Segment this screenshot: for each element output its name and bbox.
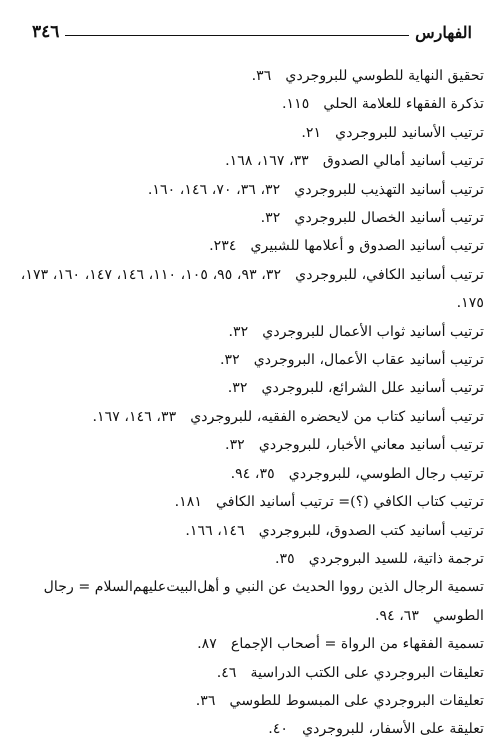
section-title: الفهارس <box>415 23 472 42</box>
entry-pages: ٣٣، ١٤٦، ١٦٧. <box>92 408 177 425</box>
page-number: ٣٤٦ <box>32 22 60 42</box>
entry-title: ترتيب كتاب الكافي (؟)= ترتيب أسانيد الكافي <box>215 494 484 511</box>
entry-pages: ٣٢، ٩٣، ٩٥، ١٠٥، ١١٠، ١٤٦، ١٤٧، ١٦٠، ١٧٣، ١٧٥. <box>20 266 484 312</box>
entry-title: ترتيب أسانيد عقاب الأعمال، البروجردي <box>253 352 484 369</box>
index-entry <box>16 374 484 402</box>
entry-title: تذكرة الفقهاء للعلامة الحلي <box>323 96 484 113</box>
entry-title: ترتيب الأسانيد للبروجردي <box>335 124 484 141</box>
index-entry <box>16 90 484 118</box>
entry-pages: ٨٧. <box>197 636 217 653</box>
entry-pages: ٣٢. <box>227 380 248 397</box>
entry-title: تعليقات البروجردي على المبسوط للطوسي <box>229 692 484 709</box>
entry-title: تحقيق النهاية للطوسي للبروجردي <box>285 68 484 84</box>
index-entry <box>16 147 484 175</box>
entry-pages: ٣٢. <box>219 352 240 369</box>
index-entry <box>16 176 484 204</box>
index-entry <box>16 204 484 232</box>
entry-title: ترتيب أسانيد التهذيب للبروجردي <box>294 181 484 198</box>
entry-pages: ٣٢. <box>225 437 245 454</box>
index-entry <box>16 318 484 346</box>
entry-title: ترتيب رجال الطوسي، للبروجردي <box>288 465 484 482</box>
entry-title: ترجمة ذاتية، للسيد البروجردي <box>308 550 484 567</box>
index-entry <box>16 119 484 147</box>
entry-pages: ٣٢، ٣٦، ٧٠، ١٤٦، ١٦٠. <box>147 181 281 198</box>
entry-pages: ٣٦. <box>195 692 216 709</box>
entry-title: ترتيب أسانيد الخصال للبروجردي <box>294 210 484 227</box>
entry-pages: ٤٠. <box>268 721 289 738</box>
entry-pages: ١٨١. <box>174 494 202 511</box>
index-entry <box>16 403 484 431</box>
entry-title: ترتيب أسانيد معاني الأخبار، للبروجردي <box>258 437 484 454</box>
entry-title: ترتيب أسانيد علل الشرائع، للبروجردي <box>261 380 484 397</box>
entry-title: ترتيب أسانيد كتاب من لايحضره الفقيه، للبروجردي <box>190 408 484 425</box>
entry-title: ترتيب أسانيد ثواب الأعمال للبروجردي <box>262 323 484 340</box>
index-entry <box>16 431 484 459</box>
entry-pages: ٣٢. <box>228 323 249 340</box>
entry-pages: ٣٦. <box>251 68 272 84</box>
index-entry <box>16 715 484 743</box>
entry-title: ترتيب أسانيد كتب الصدوق، للبروجردي <box>258 522 484 539</box>
index-entry <box>16 261 484 318</box>
entry-title: تسمية الفقهاء من الرواة = أصحاب الإجماع <box>230 636 484 653</box>
entry-pages: ٣٥. <box>275 550 295 567</box>
index-entry <box>16 573 484 630</box>
index-entries <box>16 62 484 744</box>
index-entry <box>16 232 484 260</box>
index-entry <box>16 659 484 687</box>
index-entry <box>16 488 484 516</box>
index-entry <box>16 346 484 374</box>
index-entry <box>16 687 484 715</box>
entry-pages: ٣٥، ٩٤. <box>230 465 275 482</box>
index-entry <box>16 630 484 658</box>
entry-title: تعليقات البروجردي على الكتب الدراسية <box>250 664 484 681</box>
entry-title: تسمية الرجال الذين رووا الحديث عن النبي و أهل‌البيت‌عليهم‌السلام = رجال الطوسي <box>43 579 484 624</box>
header-rule <box>65 35 409 36</box>
entry-pages: ٦٣، ٩٤. <box>374 607 420 624</box>
entry-pages: ٢١. <box>301 124 322 141</box>
entry-title: تعليقة على الأسفار، للبروجردي <box>302 721 484 738</box>
entry-pages: ٢٣٤. <box>209 238 237 255</box>
entry-pages: ٣٣، ١٦٧، ١٦٨. <box>225 153 309 170</box>
entry-pages: ١١٥. <box>282 96 310 113</box>
entry-pages: ٤٦. <box>216 664 237 681</box>
entry-title: ترتيب أسانيد الكافي، للبروجردي <box>295 266 484 283</box>
page-header <box>32 14 472 42</box>
entry-pages: ١٤٦، ١٦٦. <box>185 522 245 539</box>
index-entry <box>16 517 484 545</box>
entry-title: ترتيب أسانيد أمالي الصدوق <box>322 153 484 170</box>
index-entry <box>16 460 484 488</box>
index-entry <box>16 62 484 90</box>
entry-pages: ٣٢. <box>260 210 281 227</box>
entry-title: ترتيب أسانيد الصدوق و أعلامها للشبيري <box>250 238 484 255</box>
index-entry <box>16 545 484 573</box>
